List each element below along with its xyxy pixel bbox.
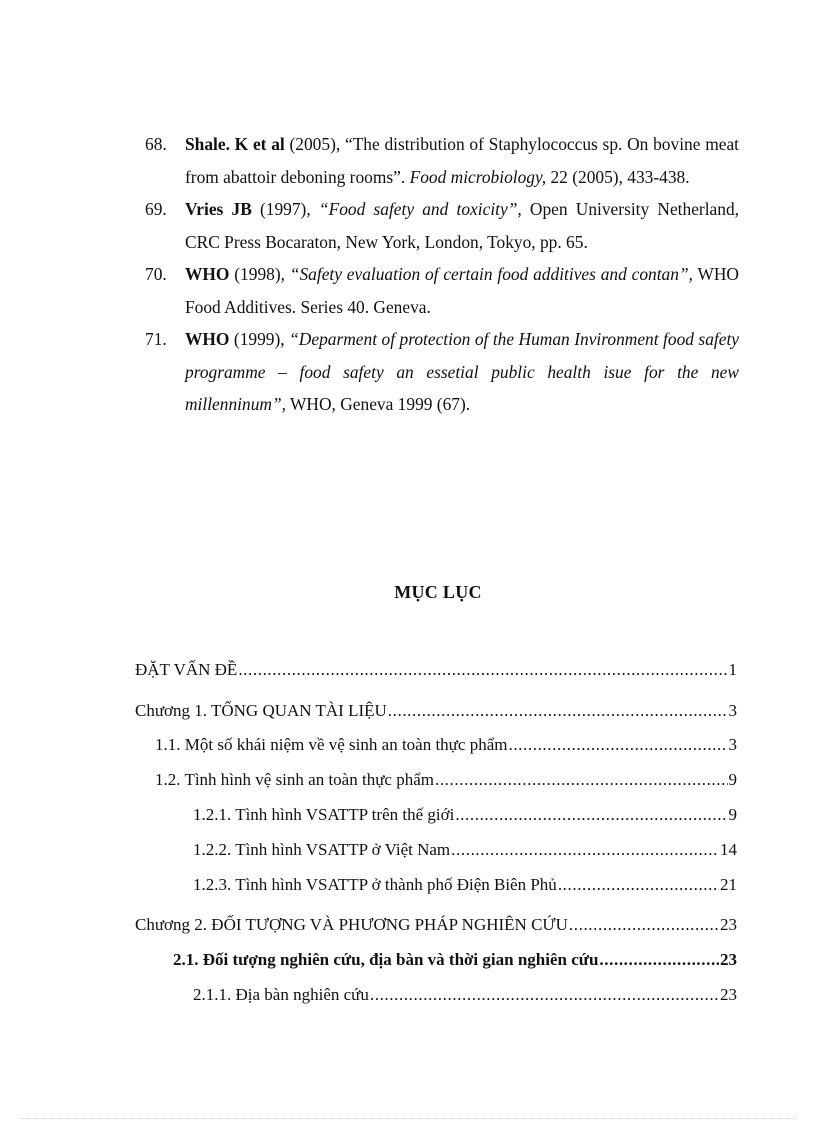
reference-year: (1999), <box>229 329 290 349</box>
reference-text <box>185 258 739 323</box>
reference-list <box>145 128 739 421</box>
toc-entry-label: 1.2. Tình hình vệ sinh an toàn thực phẩm <box>155 770 434 789</box>
reference-number: 71. <box>145 329 167 349</box>
toc-leader <box>558 875 719 895</box>
toc-entry-page: 21 <box>720 875 737 894</box>
toc-entry-label: 2.1. Đối tượng nghiên cứu, địa bàn và thời gian nghiên cứu <box>173 950 599 969</box>
reference-title: “The distribution of Staphylococcus sp. On bovine meat from abattoir deboning rooms”. <box>185 134 739 187</box>
reference-year: (2005), <box>284 134 345 154</box>
reference-text <box>185 193 739 258</box>
toc-entry-page: 1 <box>728 660 737 679</box>
reference-number: 70. <box>145 264 167 284</box>
reference-rest: Open University Netherland, CRC Press Bocaraton, New York, London, Tokyo, pp. 65. <box>185 199 739 252</box>
reference-number: 68. <box>145 134 167 154</box>
reference-title: “Safety evaluation of certain food additives and contan”, <box>289 264 693 284</box>
toc-entry-page: 3 <box>728 701 737 720</box>
toc-entry[interactable] <box>193 985 737 1009</box>
reference-author: WHO <box>185 329 230 349</box>
reference-item <box>145 193 739 258</box>
toc-entry-page: 14 <box>720 840 737 859</box>
reference-text <box>185 128 739 193</box>
reference-title: “Food safety and toxicity”, <box>318 199 522 219</box>
toc-entry[interactable] <box>193 875 737 899</box>
reference-journal: Food microbiology, <box>409 166 547 187</box>
toc-leader <box>451 840 719 860</box>
page-border <box>20 1118 796 1119</box>
toc-leader <box>388 701 728 721</box>
toc-entry-label: Chương 2. ĐỐI TƯỢNG VÀ PHƯƠNG PHÁP NGHIÊN CỨU <box>135 915 568 934</box>
toc-entry[interactable] <box>155 735 737 759</box>
toc-entry[interactable] <box>155 770 737 794</box>
reference-year: (1997), <box>251 199 319 219</box>
toc-entry-page: 9 <box>728 805 737 824</box>
reference-number: 69. <box>145 199 167 219</box>
toc-entry[interactable] <box>193 805 737 829</box>
reference-item <box>145 128 739 193</box>
toc-entry-label: 2.1.1. Địa bàn nghiên cứu <box>193 985 369 1004</box>
toc-entry-label: 1.2.2. Tình hình VSATTP ở Việt Nam <box>193 840 451 859</box>
toc-entry[interactable] <box>193 840 737 864</box>
toc-leader <box>569 915 719 935</box>
toc-leader <box>599 950 719 970</box>
reference-author: Vries JB <box>185 199 252 219</box>
reference-item <box>145 258 739 323</box>
reference-title: “Deparment of protection of the Human Invironment food safety programme – food safety an essetial public health isue for the new millenninum”, <box>185 329 739 414</box>
reference-item <box>145 323 739 421</box>
toc-entry-label: 1.1. Một số khái niệm về vệ sinh an toàn thực phẩm <box>155 735 508 754</box>
toc-entry[interactable] <box>173 950 737 974</box>
reference-rest: WHO Food Additives. Series 40. Geneva. <box>185 264 739 317</box>
reference-rest: 22 (2005), 433-438. <box>546 166 690 187</box>
toc-entry[interactable] <box>135 701 737 725</box>
toc-entry-page: 23 <box>720 985 737 1004</box>
toc-entry-label: Chương 1. TỔNG QUAN TÀI LIỆU <box>135 701 387 720</box>
reference-rest: WHO, Geneva 1999 (67). <box>285 394 471 414</box>
toc-entry[interactable] <box>135 915 737 939</box>
toc-entry-page: 3 <box>728 735 737 754</box>
toc-leader <box>435 770 728 790</box>
toc-entry-page: 23 <box>720 950 737 969</box>
reference-year: (1998), <box>229 264 290 284</box>
toc-leader <box>370 985 719 1005</box>
toc-entry-label: 1.2.3. Tình hình VSATTP ở thành phố Điện Biên Phủ <box>193 875 557 894</box>
toc-leader <box>508 735 727 755</box>
toc-title: MỤC LỤC <box>394 582 482 602</box>
toc-entry[interactable] <box>135 660 737 684</box>
toc-entry-page: 9 <box>728 770 737 789</box>
toc-entry-page: 23 <box>720 915 737 934</box>
reference-author: WHO <box>185 264 230 284</box>
toc-entry-label: 1.2.1. Tình hình VSATTP trên thế giới <box>193 805 455 824</box>
reference-text <box>185 323 739 421</box>
toc-entry-label: ĐẶT VẤN ĐỀ <box>135 660 238 679</box>
toc-leader <box>455 805 727 825</box>
reference-author: Shale. K et al <box>185 134 285 154</box>
toc-leader <box>238 660 727 680</box>
